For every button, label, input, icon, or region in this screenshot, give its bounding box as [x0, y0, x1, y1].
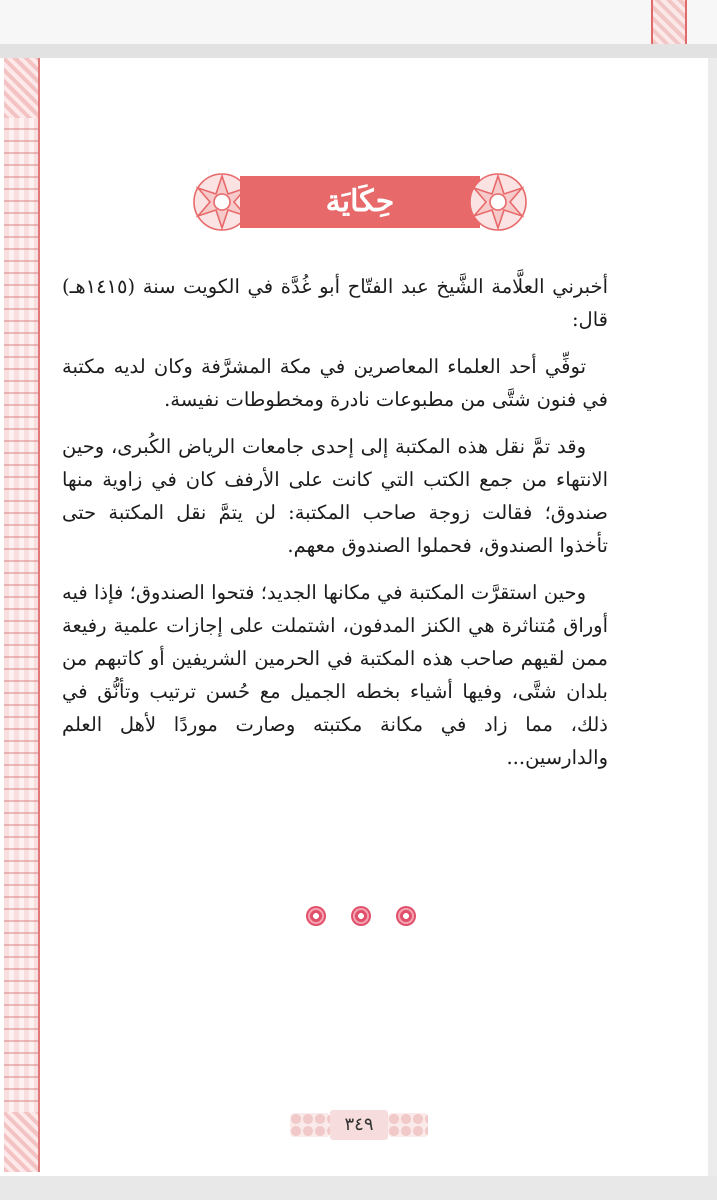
page-gap [0, 44, 717, 58]
paragraph: أخبرني العلَّامة الشَّيخ عبد الفتّاح أبو غُدَّة في الكويت سنة (١٤١٥هـ) قال: [62, 275, 608, 331]
title-banner [190, 170, 530, 234]
paragraph: توفِّي أحد العلماء المعاصرين في مكة المشرَّفة وكان لديه مكتبة في فنون شتَّى من مطبوعات نادرة ومخطوطات نفيسة. [62, 355, 608, 411]
page-footer [290, 1110, 428, 1140]
paragraph: وقد تمَّ نقل هذه المكتبة إلى إحدى جامعات الرياض الكُبرى، وحين الانتهاء من جمع الكتب التي كانت على الأرفف كان في زاوية منها صندوق؛ فقالت زوجة صاحب المكتبة: لن يتمَّ نقل المكتبة حتى تأخذوا الصندوق، فحملوا الصندوق معهم. [62, 435, 608, 557]
story-text [62, 270, 608, 788]
flower-dot-icon [396, 906, 416, 926]
book-page [0, 58, 708, 1176]
page-gap [0, 1176, 717, 1200]
rosette-icon [466, 170, 530, 234]
paragraph: وحين استقرَّت المكتبة في مكانها الجديد؛ فتحوا الصندوق؛ فإذا فيه أوراق مُتناثرة هي الكنز المدفون، اشتملت على إجازات علمية رفيعة ممن لقيهم صاحب هذه المكتبة في الحرمين الشريفين أو كاتبهم من بلدان شتَّى، وفيها أشياء بخطه الجميل مع حُسن ترتيب وتأنُّق في ذلك، مما زاد في مكانة مكتبته وصارت موردًا لأهل العلم والدارسين... [62, 581, 608, 769]
previous-page-strip [0, 0, 717, 45]
footer-ornament-icon [388, 1113, 428, 1137]
footer-ornament-icon [290, 1113, 330, 1137]
flower-dot-icon [351, 906, 371, 926]
flower-dot-icon [306, 906, 326, 926]
corner-ornament [651, 0, 687, 44]
page-number: ٣٤٩ [330, 1110, 388, 1140]
page-title: حِكَايَة [325, 184, 395, 219]
section-divider [306, 906, 416, 930]
decorative-border [4, 58, 40, 1172]
